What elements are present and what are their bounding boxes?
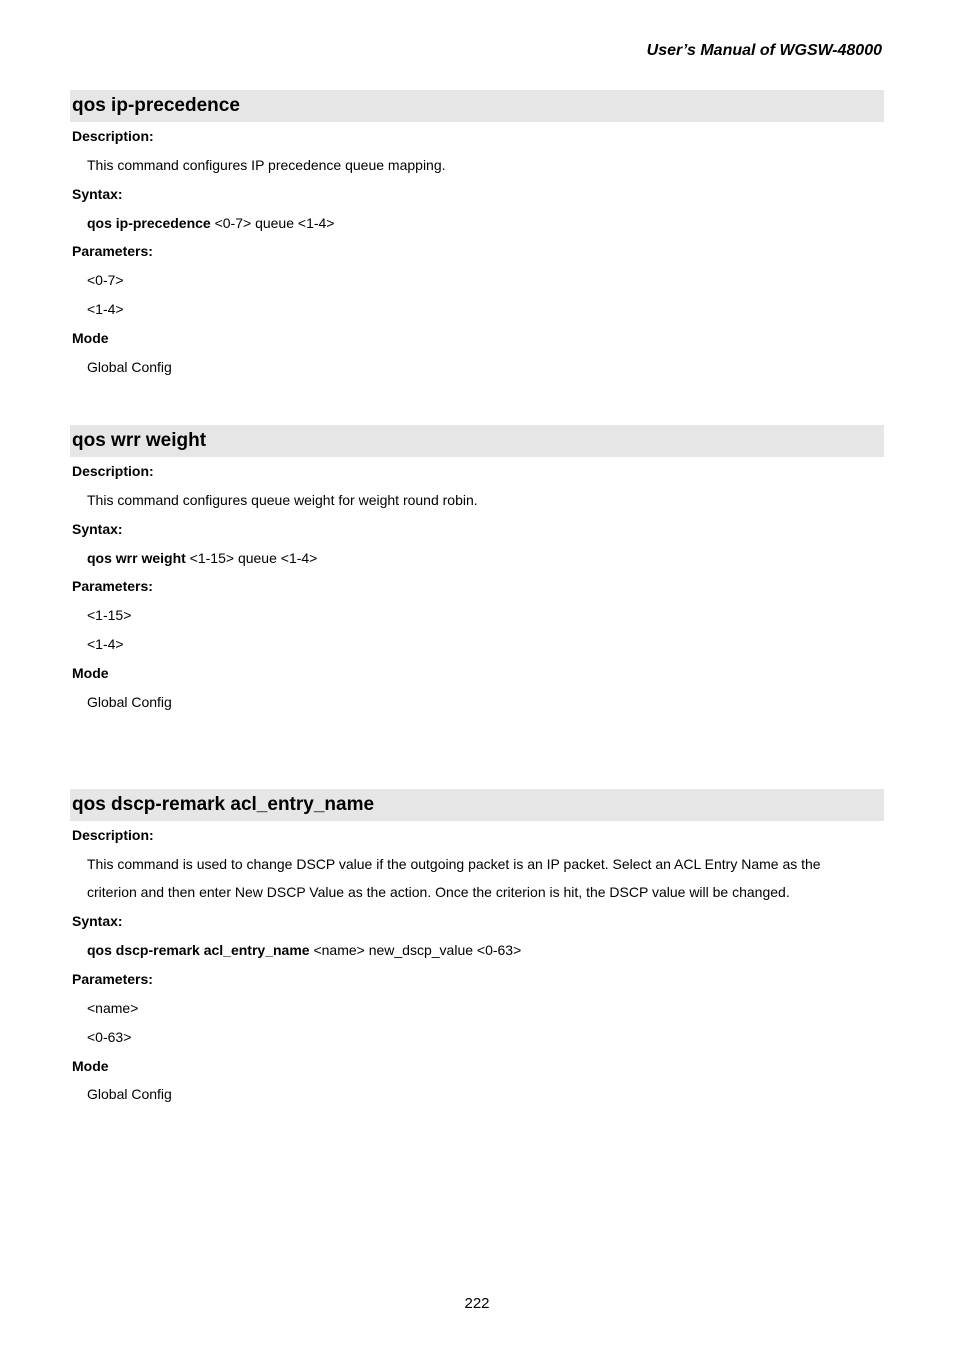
mode-value: Global Config xyxy=(87,359,172,375)
parameters-label: Parameters: xyxy=(72,243,153,259)
syntax-line xyxy=(87,550,317,566)
syntax-line xyxy=(87,215,334,231)
mode-label: Mode xyxy=(72,330,109,346)
description-text: This command is used to change DSCP value if the outgoing packet is an IP packet. Select an ACL Entry Name as the xyxy=(87,856,821,872)
mode-value: Global Config xyxy=(87,694,172,710)
syntax-args: <1-15> queue <1-4> xyxy=(185,550,318,566)
parameter-item: <1-4> xyxy=(87,636,124,652)
parameter-item: <1-4> xyxy=(87,301,124,317)
description-label: Description: xyxy=(72,128,154,144)
syntax-label: Syntax: xyxy=(72,186,123,202)
mode-label: Mode xyxy=(72,1058,109,1074)
syntax-args: <name> new_dscp_value <0-63> xyxy=(309,942,522,958)
syntax-label: Syntax: xyxy=(72,521,123,537)
syntax-command: qos wrr weight xyxy=(87,550,186,566)
syntax-line xyxy=(87,942,521,958)
description-text: criterion and then enter New DSCP Value as the action. Once the criterion is hit, the DSCP value will be changed. xyxy=(87,884,790,900)
parameter-item: <name> xyxy=(87,1000,139,1016)
mode-value: Global Config xyxy=(87,1086,172,1102)
syntax-args: <0-7> queue <1-4> xyxy=(210,215,335,231)
parameters-label: Parameters: xyxy=(72,578,153,594)
parameter-item: <0-7> xyxy=(87,272,124,288)
parameters-label: Parameters: xyxy=(72,971,153,987)
description-text: This command configures IP precedence queue mapping. xyxy=(87,157,446,173)
page-number: 222 xyxy=(464,1295,490,1312)
parameter-item: <1-15> xyxy=(87,607,132,623)
parameter-item: <0-63> xyxy=(87,1029,132,1045)
description-label: Description: xyxy=(72,463,154,479)
description-label: Description: xyxy=(72,827,154,843)
section-title: qos dscp-remark acl_entry_name xyxy=(72,794,375,815)
section-title: qos wrr weight xyxy=(72,430,207,451)
syntax-label: Syntax: xyxy=(72,913,123,929)
syntax-command: qos ip-precedence xyxy=(87,215,211,231)
description-text: This command configures queue weight for weight round robin. xyxy=(87,492,478,508)
mode-label: Mode xyxy=(72,665,109,681)
manual-header: User’s Manual of WGSW-48000 xyxy=(646,42,882,59)
syntax-command: qos dscp-remark acl_entry_name xyxy=(87,942,310,958)
section-title: qos ip-precedence xyxy=(72,95,240,116)
